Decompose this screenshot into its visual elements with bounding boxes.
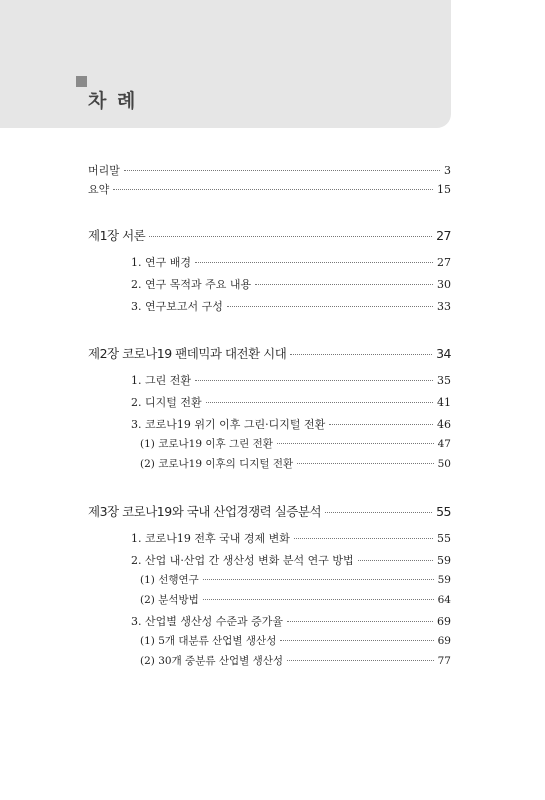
toc-dot-leader <box>277 443 434 444</box>
toc-entry-page: 27 <box>437 256 451 269</box>
toc-entry-title: 요약 <box>88 183 110 196</box>
toc-chapter-2[interactable] <box>88 344 451 362</box>
toc-entry-page: 55 <box>436 504 451 519</box>
toc-entry-title: (1) 코로나19 이후 그린 전환 <box>140 438 273 450</box>
toc-section-3-3[interactable] <box>131 613 451 629</box>
toc-entry-page: 41 <box>437 396 451 409</box>
toc-section-2-2[interactable] <box>131 394 451 410</box>
toc-entry-title: 2. 디지털 전환 <box>131 396 202 409</box>
toc-chapter-1[interactable] <box>88 226 451 244</box>
toc-subsection-3-2-2[interactable] <box>140 592 451 607</box>
page-title: 차 례 <box>88 90 138 112</box>
toc-subsection-3-3-1[interactable] <box>140 633 451 648</box>
toc-dot-leader <box>149 236 432 237</box>
toc-section-2-3[interactable] <box>131 416 451 432</box>
toc-entry-title: 2. 산업 내·산업 간 생산성 변화 분석 연구 방법 <box>131 554 354 567</box>
toc-dot-leader <box>203 579 434 580</box>
header-square-marker <box>76 76 87 87</box>
toc-entry-page: 33 <box>437 300 451 313</box>
toc-dot-leader <box>297 463 433 464</box>
toc-entry-title: 1. 연구 배경 <box>131 256 191 269</box>
toc-dot-leader <box>206 402 433 403</box>
toc-entry-page: 69 <box>437 635 451 647</box>
toc-subsection-3-2-1[interactable] <box>140 572 451 587</box>
toc-entry-title: (1) 5개 대분류 산업별 생산성 <box>140 635 277 647</box>
toc-dot-leader <box>255 284 433 285</box>
toc-section-1-3[interactable] <box>131 298 451 314</box>
toc-dot-leader <box>195 380 433 381</box>
toc-subsection-2-3-1[interactable] <box>140 436 451 451</box>
toc-section-1-2[interactable] <box>131 276 451 292</box>
toc-entry-page: 46 <box>437 418 451 431</box>
toc-entry-title: (2) 분석방법 <box>140 594 199 606</box>
toc-entry-title: 제1장 서론 <box>88 228 146 243</box>
toc-section-1-1[interactable] <box>131 254 451 270</box>
toc-entry-title: (1) 선행연구 <box>140 574 199 586</box>
toc-subsection-2-3-2[interactable] <box>140 456 451 471</box>
toc-dot-leader <box>113 189 433 190</box>
toc-entry-title: 제2장 코로나19 팬데믹과 대전환 시대 <box>88 346 287 361</box>
toc-entry-title: 제3장 코로나19와 국내 산업경쟁력 실증분석 <box>88 504 322 519</box>
toc-entry-title: 머리말 <box>88 164 120 177</box>
toc-chapter-3[interactable] <box>88 502 451 520</box>
toc-entry-page: 69 <box>437 615 451 628</box>
toc-entry-title: 3. 연구보고서 구성 <box>131 300 223 313</box>
toc-entry-title: 3. 산업별 생산성 수준과 증가율 <box>131 615 283 628</box>
toc-dot-leader <box>358 560 433 561</box>
toc-dot-leader <box>124 170 440 171</box>
toc-dot-leader <box>195 262 433 263</box>
toc-dot-leader <box>290 354 432 355</box>
toc-entry-page: 15 <box>437 183 451 196</box>
toc-dot-leader <box>203 599 434 600</box>
toc-entry-page: 59 <box>437 554 451 567</box>
toc-dot-leader <box>287 660 434 661</box>
toc-entry-summary[interactable] <box>88 181 451 197</box>
toc-entry-title: 2. 연구 목적과 주요 내용 <box>131 278 252 291</box>
toc-entry-title: (2) 30개 중분류 산업별 생산성 <box>140 655 284 667</box>
toc-entry-page: 47 <box>437 438 451 450</box>
toc-entry-page: 34 <box>436 346 451 361</box>
toc-entry-title: 1. 코로나19 전후 국내 경제 변화 <box>131 532 290 545</box>
toc-entry-page: 3 <box>444 164 451 177</box>
toc-entry-page: 30 <box>437 278 451 291</box>
toc-entry-page: 64 <box>437 594 451 606</box>
toc-dot-leader <box>227 306 433 307</box>
toc-section-2-1[interactable] <box>131 372 451 388</box>
toc-entry-page: 27 <box>436 228 451 243</box>
toc-entry-page: 59 <box>437 574 451 586</box>
toc-entry-page: 50 <box>437 458 451 470</box>
toc-entry-title: 1. 그린 전환 <box>131 374 191 387</box>
toc-entry-title: 3. 코로나19 위기 이후 그린·디지털 전환 <box>131 418 326 431</box>
toc-dot-leader <box>329 424 433 425</box>
toc-dot-leader <box>325 512 432 513</box>
header-panel <box>0 0 451 128</box>
toc-subsection-3-3-2[interactable] <box>140 653 451 668</box>
toc-entry-title: (2) 코로나19 이후의 디지털 전환 <box>140 458 294 470</box>
toc-section-3-1[interactable] <box>131 530 451 546</box>
toc-section-3-2[interactable] <box>131 552 451 568</box>
toc-dot-leader <box>280 640 433 641</box>
toc-entry-page: 77 <box>437 655 451 667</box>
toc-entry-preface[interactable] <box>88 162 451 178</box>
toc-entry-page: 55 <box>437 532 451 545</box>
toc-dot-leader <box>287 621 433 622</box>
toc-entry-page: 35 <box>437 374 451 387</box>
toc-dot-leader <box>294 538 433 539</box>
